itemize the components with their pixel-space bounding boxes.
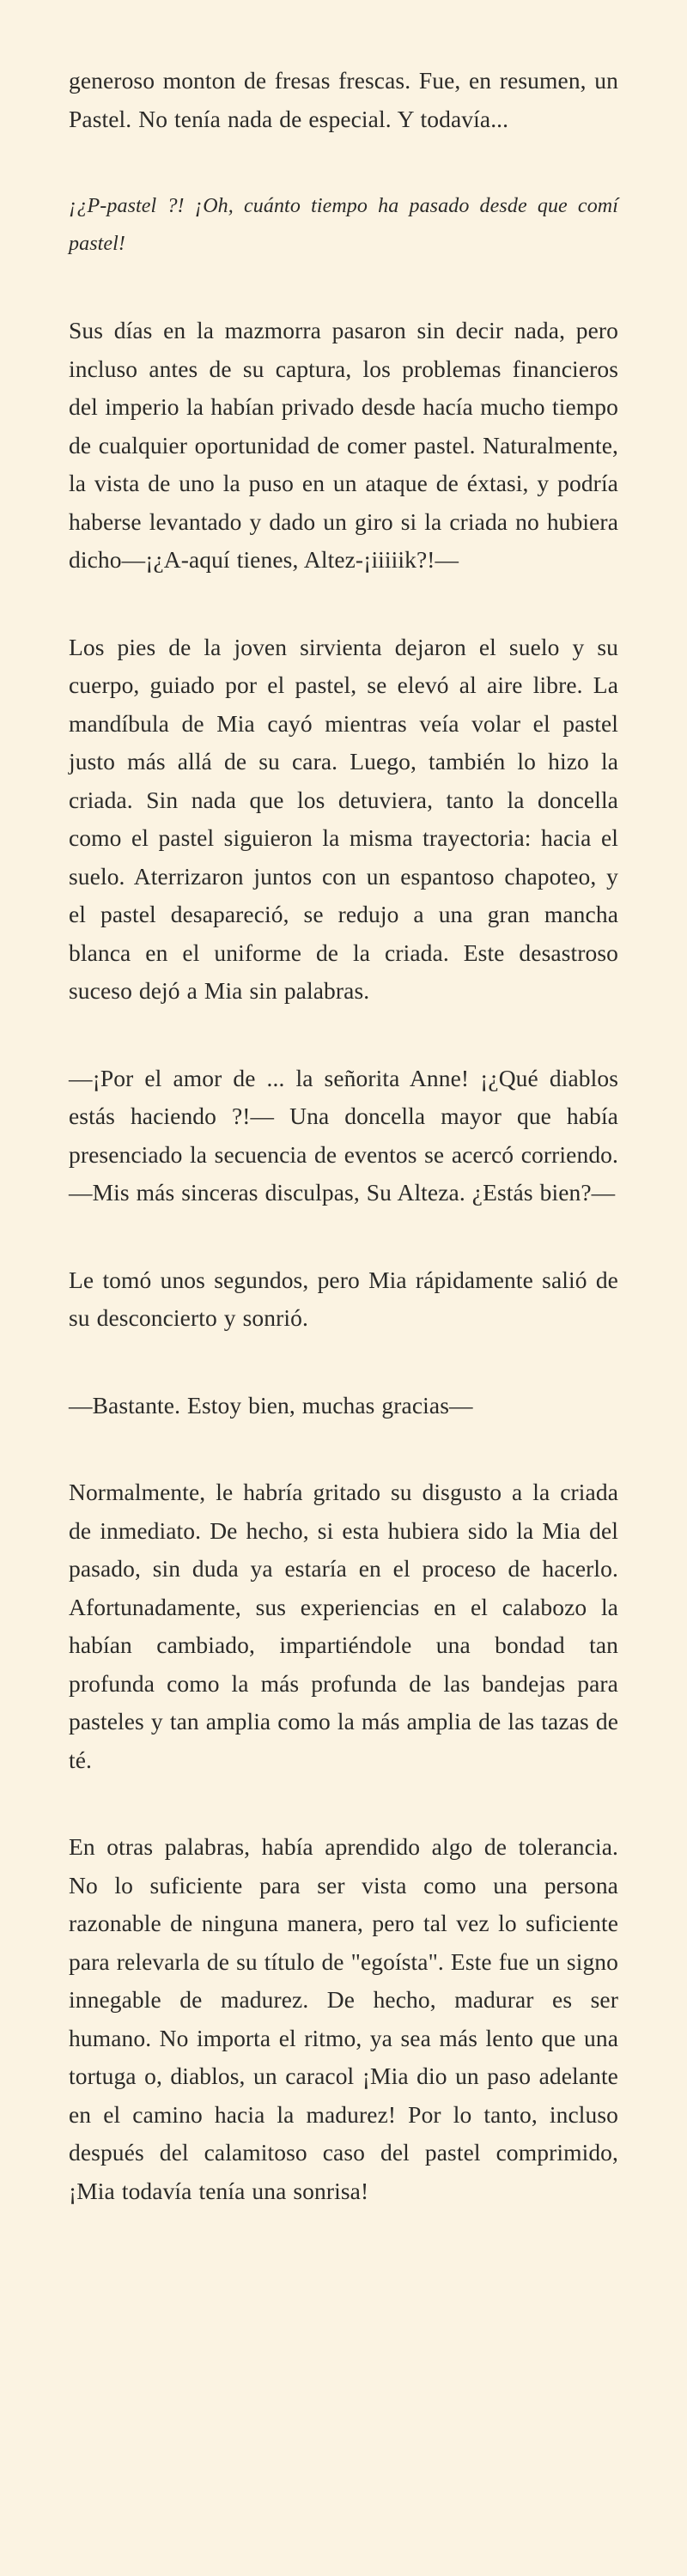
paragraph-5: —¡Por el amor de ... la señorita Anne! ¡¿Qué diablos estás haciendo ?!— Una doncella mayor que había presenciado la secuencia de eventos se acercó corriendo.—Mis más sinceras disculpas, Su Alteza. ¿Estás bien?— xyxy=(69,1064,618,1206)
paragraph-8: Normalmente, le habría gritado su disgusto a la criada de inmediato. De hecho, si esta hubiera sido la Mia del pasado, sin duda ya estaría en el proceso de hacerlo. Afortunadamente, sus experiencias en el calabozo la habían cambiado, impartiéndole una bondad tan profunda como la más profunda de las bandejas para pasteles y tan amplia como la más amplia de las tazas de té. xyxy=(69,1479,618,1773)
paragraph-7: —Bastante. Estoy bien, muchas gracias— xyxy=(69,1391,473,1419)
paragraph-9: En otras palabras, había aprendido algo de tolerancia. No lo suficiente para ser vista como una persona razonable de ninguna manera, pero tal vez lo suficiente para relevarla de su título de "egoísta". Este fue un signo innegable de madurez. De hecho, madurar es ser humano. No importa el ritmo, ya sea más lento que una tortuga o, diablos, un caracol ¡Mia dio un paso adelante en el camino hacia la madurez! Por lo tanto, incluso después del calamitoso caso del pastel comprimido, ¡Mia todavía tenía una sonrisa! xyxy=(69,1833,618,2204)
paragraph-1: generoso monton de fresas frescas. Fue, en resumen, un Pastel. No tenía nada de especial. Y todavía... xyxy=(69,67,618,132)
paragraph-4: Los pies de la joven sirvienta dejaron el suelo y su cuerpo, guiado por el pastel, se elevó al aire libre. La mandíbula de Mia cayó mientras veía volar el pastel justo más allá de su cara. Luego, también lo hizo la criada. Sin nada que los detuviera, tanto la doncella como el pastel siguieron la misma trayectoria: hacia el suelo. Aterrizaron juntos con un espantoso chapoteo, y el pastel desapareció, se redujo a una gran mancha blanca en el uniforme de la criada. Este desastroso suceso dejó a Mia sin palabras. xyxy=(69,633,618,1004)
paragraph-2-thought: ¡¿P-pastel ?! ¡Oh, cuánto tiempo ha pasado desde que comí pastel! xyxy=(69,195,618,255)
paragraph-6: Le tomó unos segundos, pero Mia rápidamente salió de su desconcierto y sonrió. xyxy=(69,1266,618,1331)
paragraph-3: Sus días en la mazmorra pasaron sin decir nada, pero incluso antes de su captura, los problemas financieros del imperio la habían privado desde hacía mucho tiempo de cualquier oportunidad de comer pastel. Naturalmente, la vista de uno la puso en un ataque de éxtasi, y podría haberse levantado y dado un giro si la criada no hubiera dicho—¡¿A-aquí tienes, Altez-¡iiiiik?!— xyxy=(69,317,618,573)
